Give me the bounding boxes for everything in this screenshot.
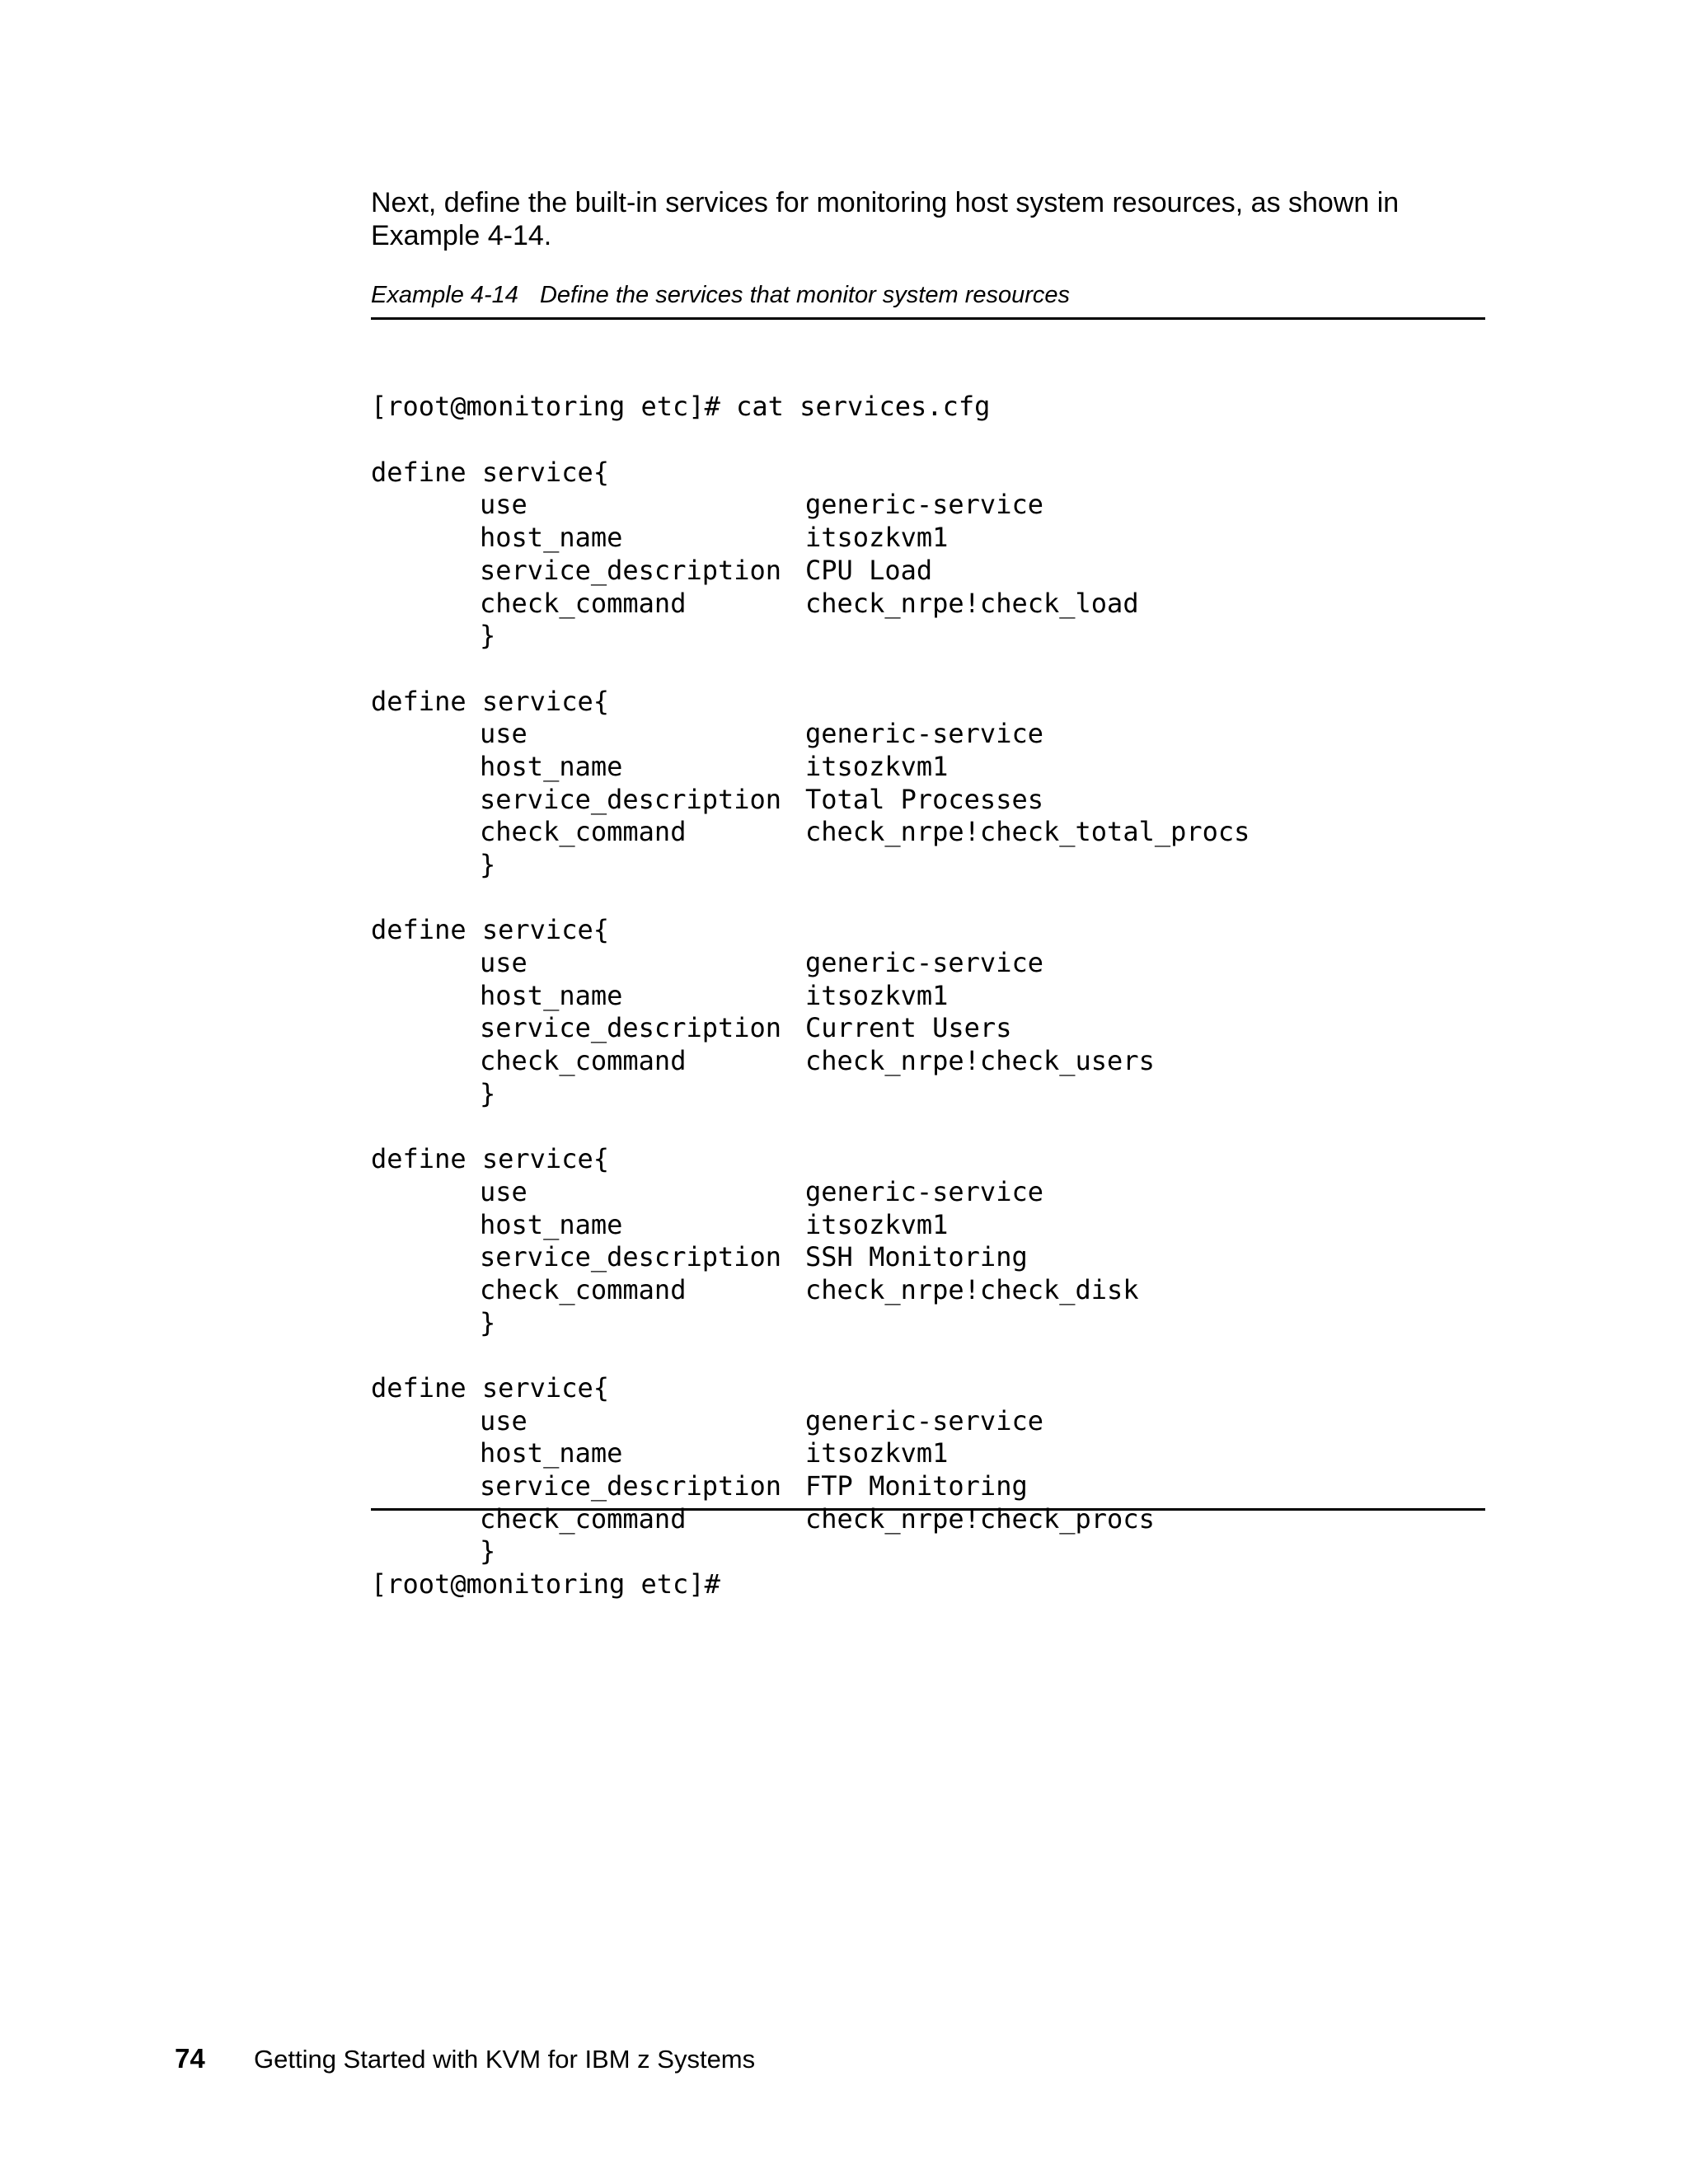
book-title: Getting Started with KVM for IBM z Systems bbox=[254, 2045, 756, 2074]
field-value: generic-service bbox=[805, 1175, 1043, 1207]
field-key: check_command bbox=[480, 1502, 687, 1535]
field-value: FTP Monitoring bbox=[805, 1470, 1028, 1502]
service-field-line bbox=[371, 751, 1250, 784]
example-label: Example 4-14 bbox=[371, 282, 518, 308]
field-key: service_description bbox=[480, 1470, 782, 1502]
closing-brace: } bbox=[480, 849, 496, 881]
service-field-line bbox=[371, 1405, 1250, 1438]
blank-line bbox=[371, 1111, 1250, 1144]
field-key: host_name bbox=[480, 1208, 623, 1240]
service-close-line bbox=[371, 849, 1250, 882]
service-define-line: define service{ bbox=[371, 1143, 609, 1175]
service-define-line: define service{ bbox=[371, 1372, 609, 1404]
code-bottom-rule bbox=[371, 1508, 1485, 1511]
closing-brace: } bbox=[480, 1077, 496, 1109]
field-key: use bbox=[480, 1175, 528, 1207]
field-value: check_nrpe!check_disk bbox=[805, 1273, 1139, 1305]
service-field-line bbox=[371, 1045, 1250, 1078]
field-value: Current Users bbox=[805, 1012, 1012, 1044]
example-title: Define the services that monitor system resources bbox=[539, 282, 1071, 308]
service-field-line bbox=[371, 1176, 1250, 1209]
service-field-line bbox=[371, 718, 1250, 751]
field-value: generic-service bbox=[805, 718, 1043, 750]
field-value: itsozkvm1 bbox=[805, 979, 949, 1011]
field-value: itsozkvm1 bbox=[805, 1437, 949, 1469]
closing-brace: } bbox=[480, 1306, 496, 1338]
field-key: check_command bbox=[480, 1273, 687, 1305]
code-prompt-close: [root@monitoring etc]# bbox=[371, 1568, 720, 1601]
service-close-line bbox=[371, 1078, 1250, 1111]
service-field-line bbox=[371, 1274, 1250, 1307]
service-close-line bbox=[371, 1535, 1250, 1568]
page-footer bbox=[175, 2042, 755, 2076]
field-key: use bbox=[480, 1404, 528, 1436]
service-field-line bbox=[371, 588, 1250, 621]
page-number: 74 bbox=[175, 2043, 205, 2074]
field-key: host_name bbox=[480, 979, 623, 1011]
code-top-rule bbox=[371, 317, 1485, 320]
blank-line bbox=[371, 653, 1250, 686]
service-field-line bbox=[371, 489, 1250, 522]
field-key: host_name bbox=[480, 522, 623, 554]
closing-brace: } bbox=[480, 620, 496, 652]
blank-line bbox=[371, 882, 1250, 915]
field-value: itsozkvm1 bbox=[805, 750, 949, 782]
field-value: SSH Monitoring bbox=[805, 1241, 1028, 1273]
service-close-line bbox=[371, 620, 1250, 653]
field-value: itsozkvm1 bbox=[805, 522, 949, 554]
code-listing bbox=[371, 326, 1250, 1601]
service-field-line bbox=[371, 784, 1250, 817]
field-value: Total Processes bbox=[805, 783, 1043, 815]
field-key: service_description bbox=[480, 783, 782, 815]
field-key: host_name bbox=[480, 750, 623, 782]
service-field-line bbox=[371, 816, 1250, 849]
example-caption bbox=[371, 280, 1070, 310]
field-key: service_description bbox=[480, 554, 782, 586]
intro-paragraph: Next, define the built-in services for monitoring host system resources, as shown in Example 4-14. bbox=[371, 187, 1400, 251]
field-key: host_name bbox=[480, 1437, 623, 1469]
field-key: service_description bbox=[480, 1012, 782, 1044]
service-define-line: define service{ bbox=[371, 685, 609, 717]
field-value: CPU Load bbox=[805, 554, 933, 586]
service-field-line bbox=[371, 1437, 1250, 1470]
service-field-line bbox=[371, 555, 1250, 588]
service-field-line bbox=[371, 522, 1250, 555]
blank-line bbox=[371, 1339, 1250, 1372]
field-key: service_description bbox=[480, 1241, 782, 1273]
service-define-line: define service{ bbox=[371, 456, 609, 488]
field-value: itsozkvm1 bbox=[805, 1208, 949, 1240]
service-field-line bbox=[371, 947, 1250, 980]
field-key: check_command bbox=[480, 816, 687, 848]
field-key: use bbox=[480, 718, 528, 750]
service-field-line bbox=[371, 1209, 1250, 1242]
field-key: check_command bbox=[480, 587, 687, 619]
field-key: use bbox=[480, 947, 528, 979]
field-key: use bbox=[480, 489, 528, 521]
field-value: check_nrpe!check_total_procs bbox=[805, 816, 1250, 848]
field-value: check_nrpe!check_procs bbox=[805, 1502, 1155, 1535]
field-value: generic-service bbox=[805, 1404, 1043, 1436]
service-field-line bbox=[371, 980, 1250, 1013]
service-field-line bbox=[371, 1241, 1250, 1274]
code-prompt-open: [root@monitoring etc]# cat services.cfg bbox=[371, 391, 991, 423]
field-key: check_command bbox=[480, 1045, 687, 1077]
closing-brace: } bbox=[480, 1535, 496, 1568]
field-value: generic-service bbox=[805, 489, 1043, 521]
service-close-line bbox=[371, 1307, 1250, 1340]
field-value: check_nrpe!check_users bbox=[805, 1045, 1155, 1077]
service-field-line bbox=[371, 1012, 1250, 1045]
service-define-line: define service{ bbox=[371, 914, 609, 946]
service-field-line bbox=[371, 1470, 1250, 1503]
field-value: generic-service bbox=[805, 947, 1043, 979]
field-value: check_nrpe!check_load bbox=[805, 587, 1139, 619]
